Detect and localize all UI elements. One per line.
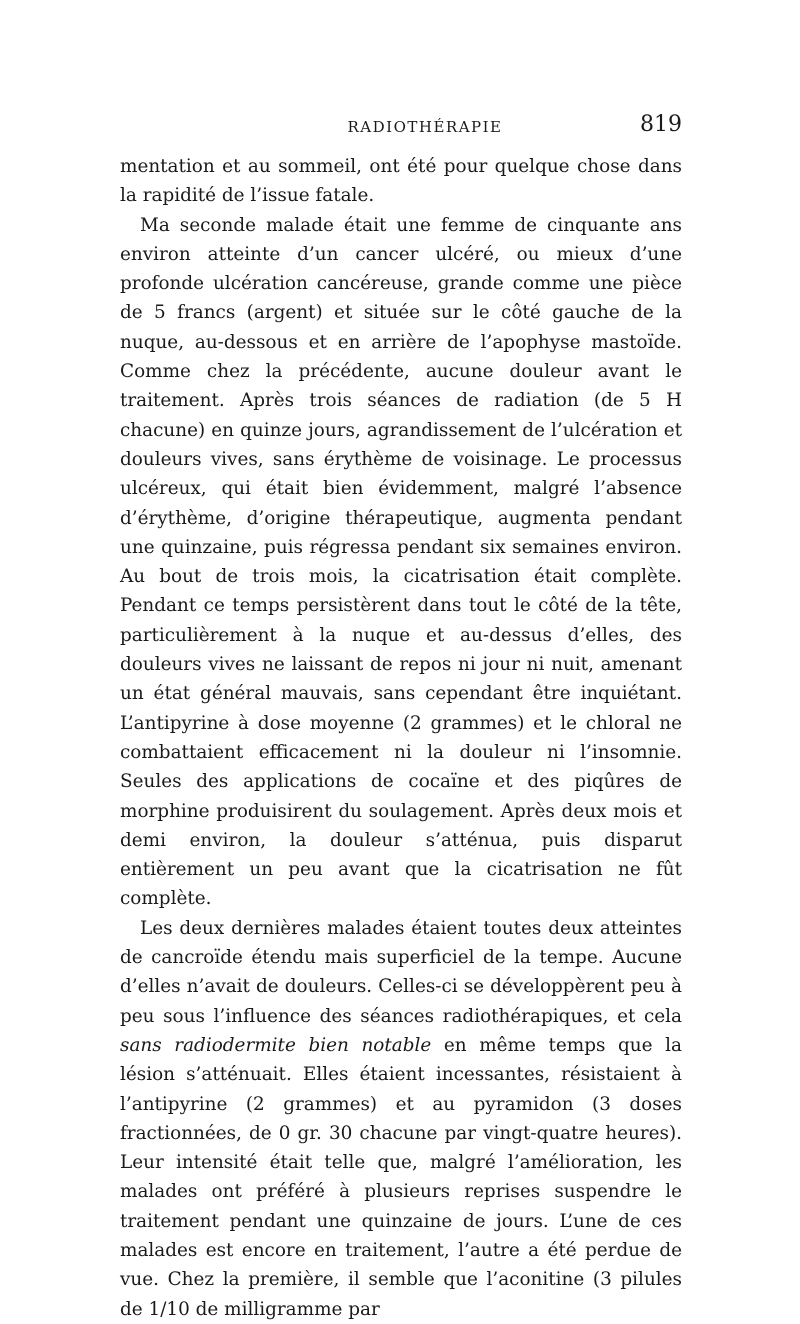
paragraph-second-patient: Ma seconde malade était une femme de cinquante ans environ atteinte d’un cancer ulcéré, ou mieux d’une profonde ulcération cancéreuse, grande comme une pièce de 5 francs (argent) et située sur le côté gauche de la nuque, au-dessous et en arrière de l’apophyse mastoïde. Comme chez la précédente, aucune douleur avant le traitement. Après trois séances de radiation (de 5 H chacune) en quinze jours, agrandissement de l’ulcération et douleurs vives, sans érythème de voisinage. Le processus ulcéreux, qui était bien évidemment, malgré l’absence d’érythème, d’origine thérapeutique, augmenta pendant une quinzaine, puis régressa pendant six semaines environ. Au bout de trois mois, la cicatrisation était complète. Pendant ce temps persistèrent dans tout le côté de la tête, particulièrement à la nuque et au-dessus d’elles, des douleurs vives ne laissant de repos ni jour ni nuit, amenant un état général mauvais, sans cependant être inquiétant. L’antipyrine à dose moyenne (2 grammes) et le chloral ne combattaient efficacement ni la douleur ni l’insomnie. Seules des applications de cocaïne et des piqûres de morphine produisirent du soulagement. Après deux mois et demi environ, la douleur s’atténua, puis disparut entièrement un peu avant que la cicatrisation ne fût complète.	[120, 214, 682, 910]
page-header	[120, 112, 682, 142]
body-text	[120, 152, 682, 1324]
paragraph-last-patients	[120, 914, 682, 1324]
paragraph-continuation: mentation et au sommeil, ont été pour quelque chose dans la rapidité de l’issue fatale.	[120, 156, 682, 207]
paragraph-text-before: Les deux dernières malades étaient toutes deux atteintes de cancroïde étendu mais superficiel de la tempe. Aucune d’elles n’avait de douleurs. Celles-ci se développèrent peu à peu sous l’influence des séances radiothérapiques, et cela	[120, 917, 682, 1027]
running-head: RADIOTHÉRAPIE	[347, 118, 503, 136]
page-number: 819	[640, 112, 682, 137]
italic-emphasis: sans radiodermite bien notable	[120, 1034, 432, 1056]
paragraph-text-after: en même temps que la lésion s’atténuait. Elles étaient incessantes, résistaient à l’antipyrine (2 grammes) et au pyramidon (3 doses fractionnées, de 0 gr. 30 chacune par vingt-quatre heures). Leur intensité était telle que, malgré l’amélioration, les malades ont préféré à plusieurs reprises suspendre le traitement pendant une quinzaine de jours. L’une de ces malades est encore en traitement, l’autre a été perdue de vue. Chez la première, il semble que l’aconitine (3 pilules de 1/10 de milligramme par	[120, 1034, 683, 1320]
